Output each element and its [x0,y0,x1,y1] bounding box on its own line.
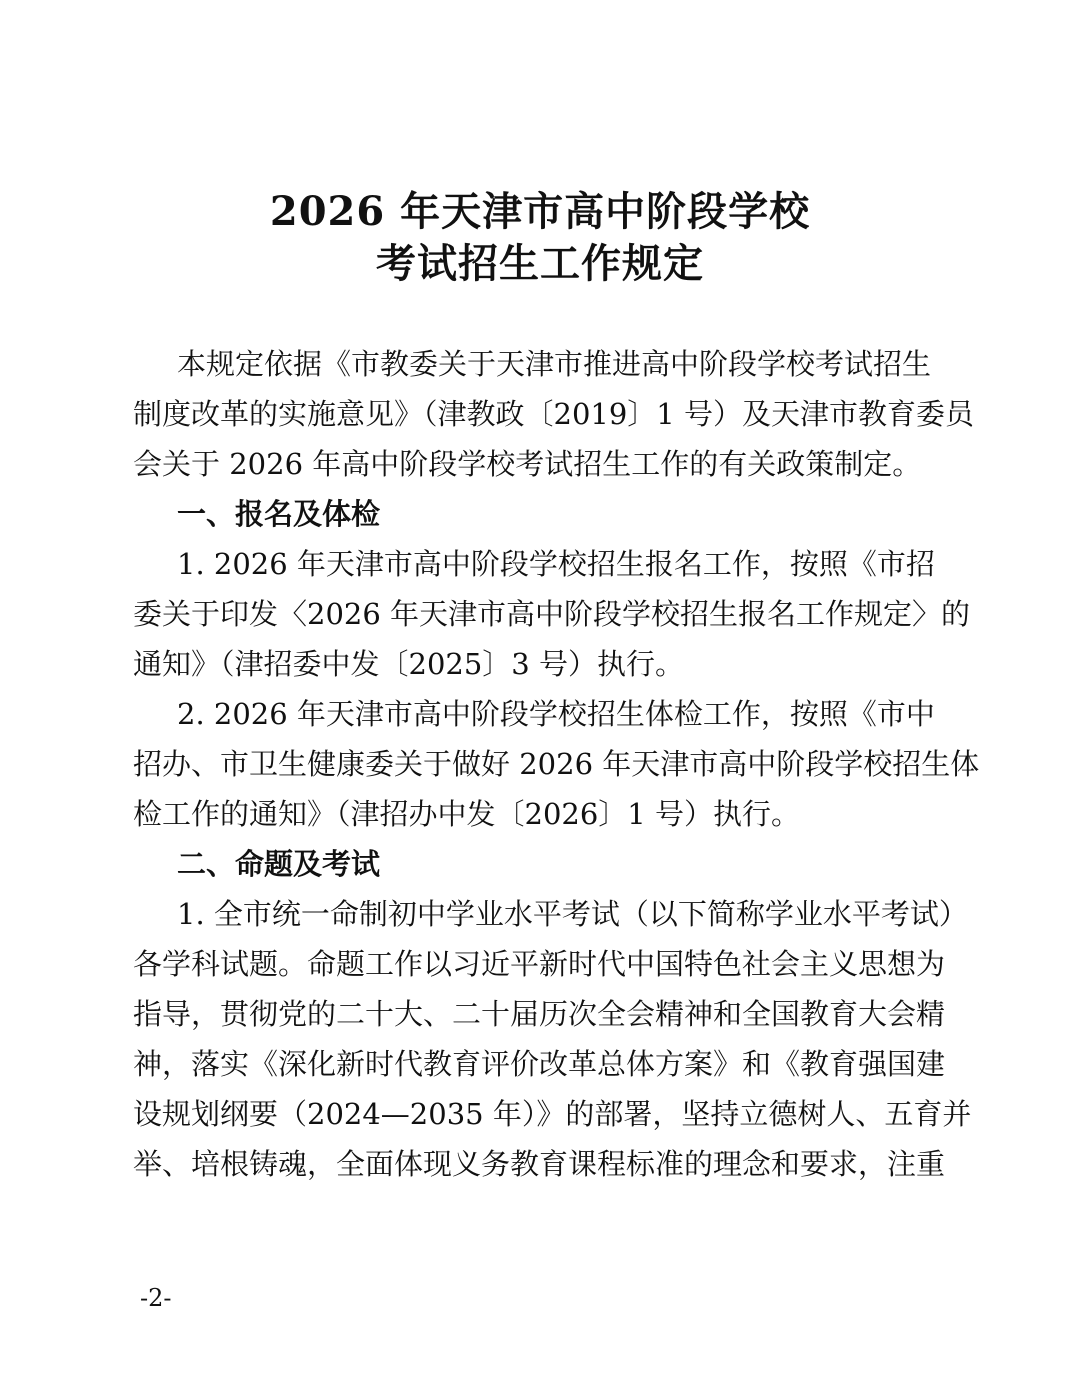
body-line: 检工作的通知》（津招办中发〔2026〕1 号）执行。 [133,797,800,831]
body-line: 通知》（津招委中发〔2025〕3 号）执行。 [133,647,684,681]
document-title-line-2: 考试招生工作规定 [376,240,704,287]
body-line: 制度改革的实施意见》（津教政〔2019〕1 号）及天津市教育委员 [133,397,974,431]
body-line: 1. 全市统一命制初中学业水平考试（以下简称学业水平考试） [177,897,968,931]
body-line: 各学科试题。命题工作以习近平新时代中国特色社会主义思想为 [133,947,946,981]
section-heading-2: 二、命题及考试 [177,847,381,881]
body-line: 举、培根铸魂，全面体现义务教育课程标准的理念和要求，注重 [133,1147,946,1181]
body-line: 本规定依据《市教委关于天津市推进高中阶段学校考试招生 [177,347,932,381]
body-line: 会关于 2026 年高中阶段学校考试招生工作的有关政策制定。 [133,447,922,481]
document-title-line-1: 2026 年天津市高中阶段学校 [269,188,811,235]
page-number: -2- [140,1284,172,1312]
body-line: 2. 2026 年天津市高中阶段学校招生体检工作，按照《市中 [177,697,935,731]
body-line: 神，落实《深化新时代教育评价改革总体方案》和《教育强国建 [133,1047,946,1081]
body-line: 指导，贯彻党的二十大、二十届历次全会精神和全国教育大会精 [133,997,946,1031]
body-line: 委关于印发〈2026 年天津市高中阶段学校招生报名工作规定〉的 [133,597,971,631]
body-line: 招办、市卫生健康委关于做好 2026 年天津市高中阶段学校招生体 [133,747,980,781]
body-line: 1. 2026 年天津市高中阶段学校招生报名工作，按照《市招 [177,547,935,581]
section-heading-1: 一、报名及体检 [177,497,381,531]
body-line: 设规划纲要（2024—2035 年）》的部署，坚持立德树人、五育并 [133,1097,972,1131]
